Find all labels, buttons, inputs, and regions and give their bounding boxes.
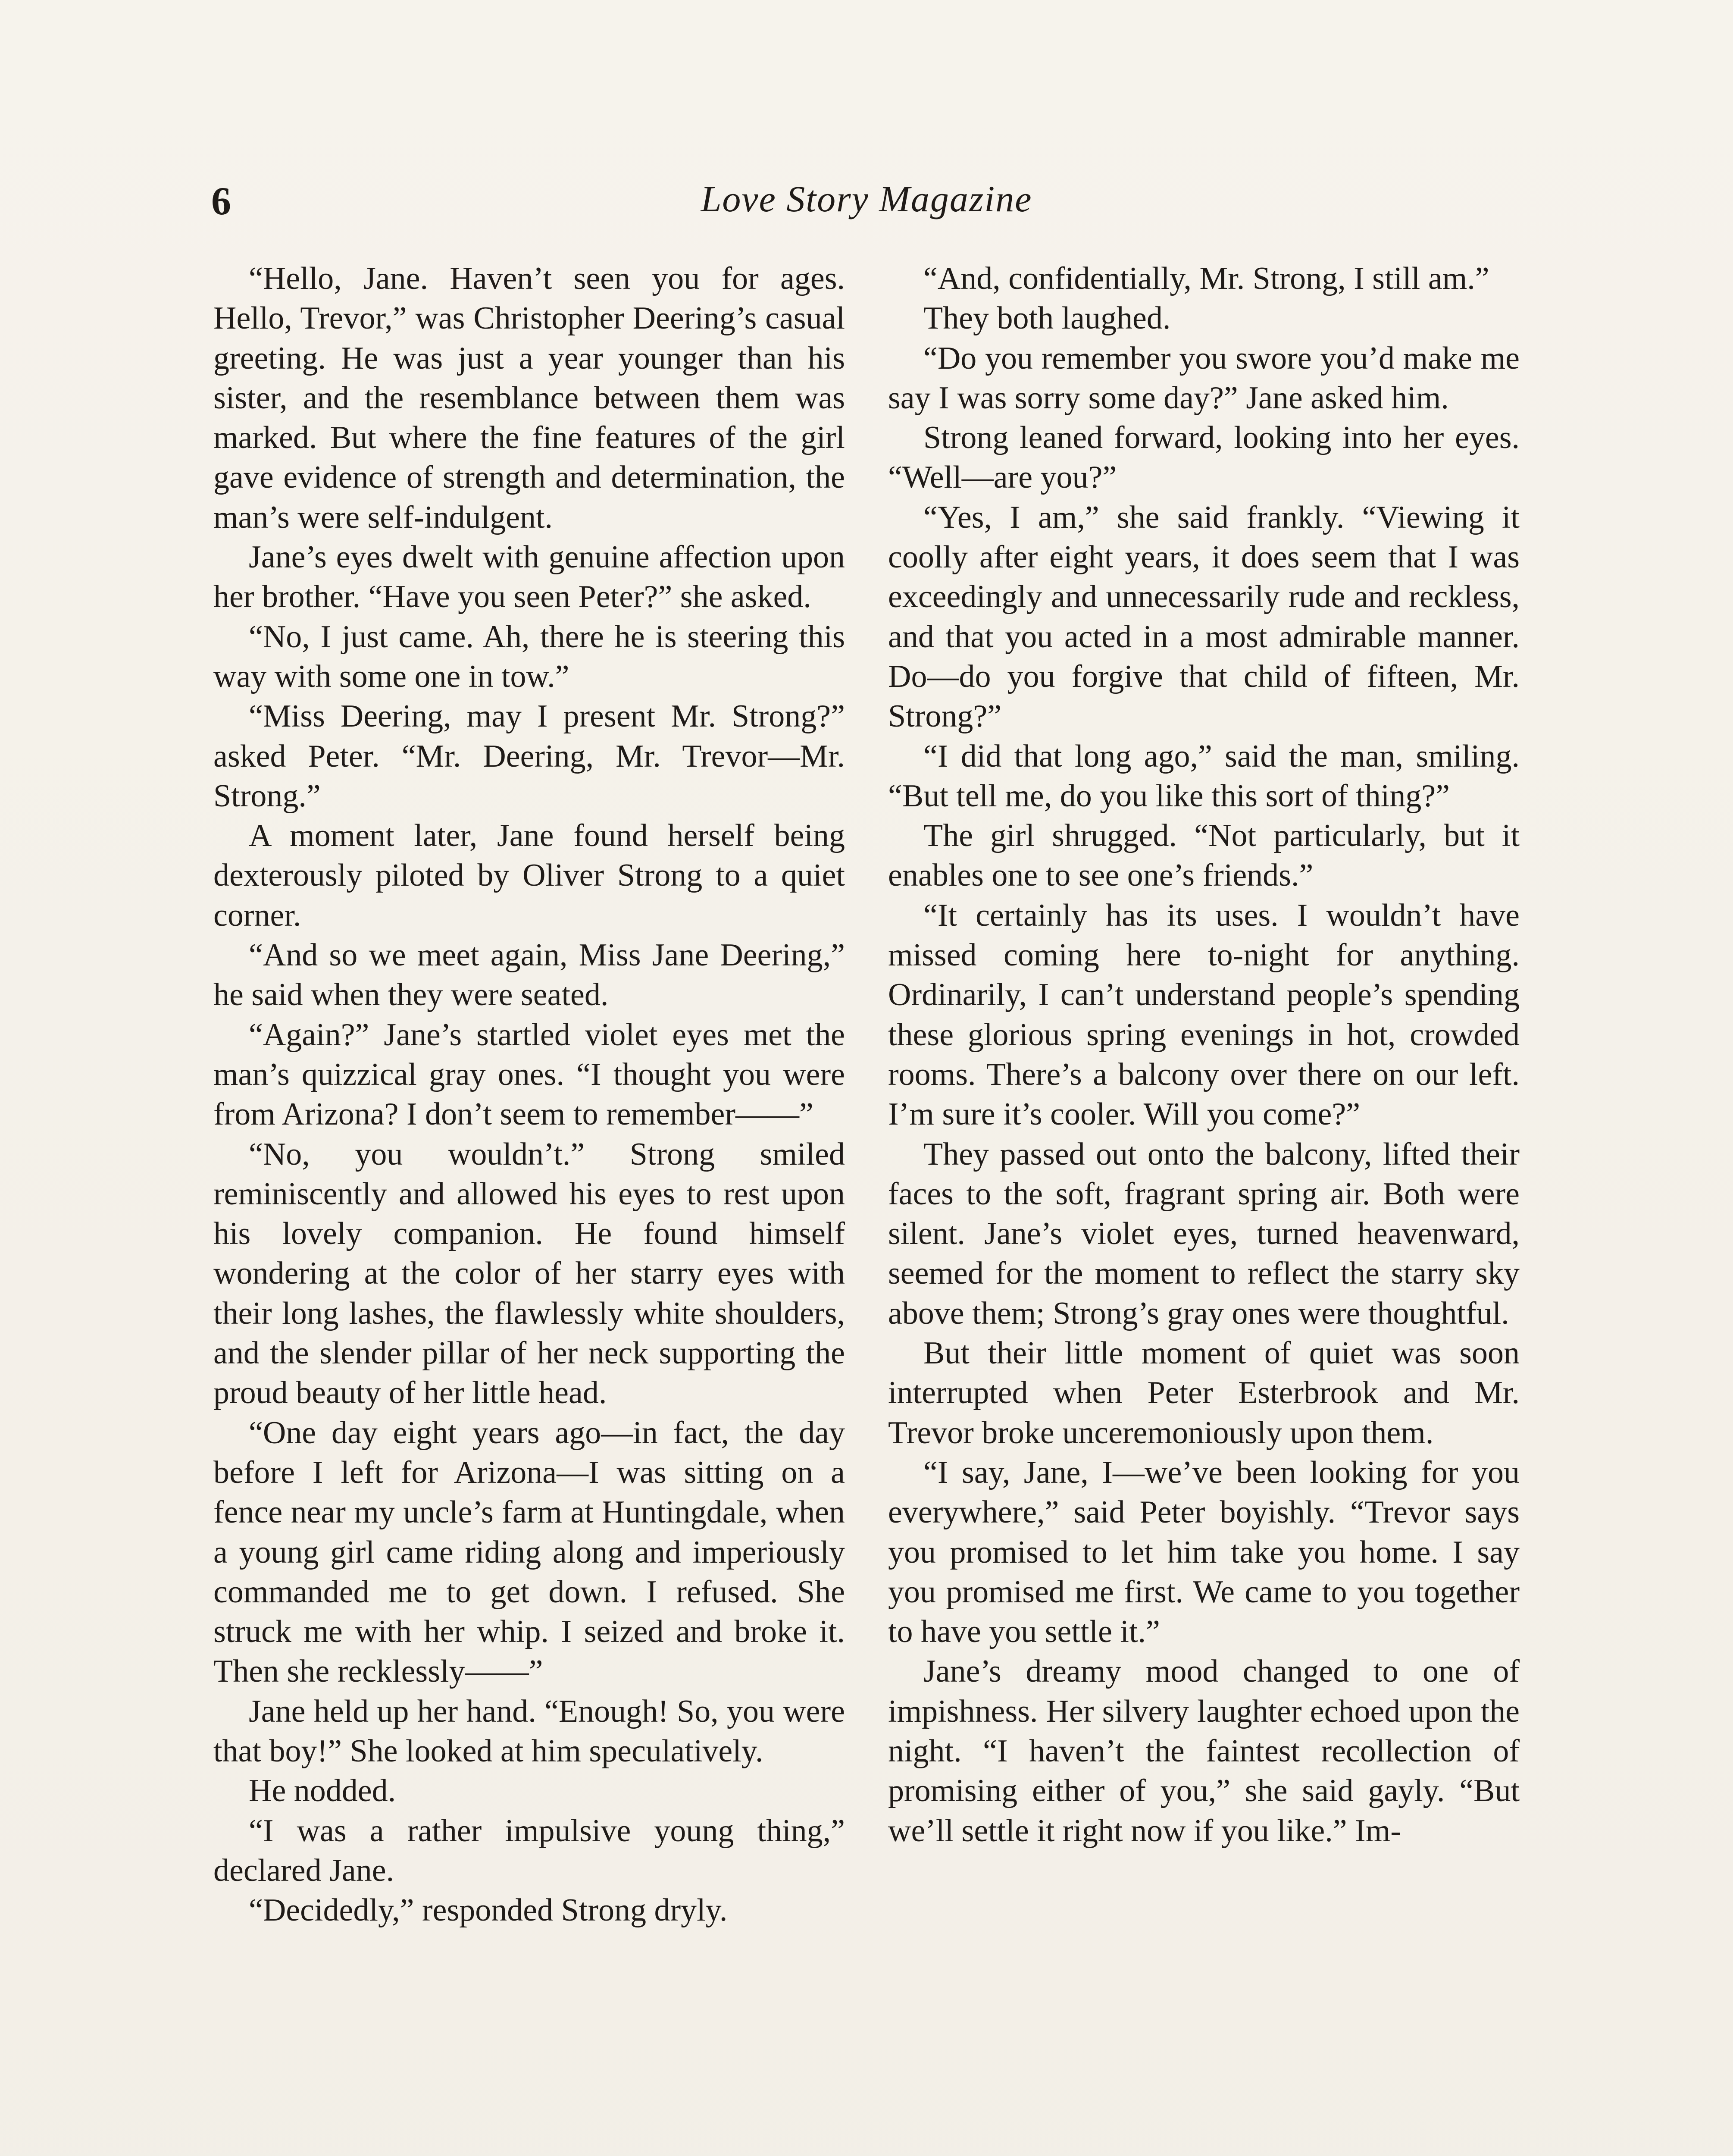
- magazine-title: Love Story Magazine: [701, 178, 1032, 219]
- left-text-column: [213, 259, 845, 1930]
- paragraph: The girl shrugged. “Not particularly, but it enables one to see one’s friends.”: [888, 818, 1520, 893]
- paragraph: “I was a rather impulsive young thing,” declared Jane.: [213, 1813, 845, 1888]
- paragraph: They both laughed.: [923, 301, 1171, 336]
- paragraph: “It certainly has its uses. I wouldn’t have missed coming here to-night for anything. Ordinarily, I can’t understand people’s spending these glorious spring evenings in hot, crowded rooms. There’s a balcony over there on our left. I’m sure it’s cooler. Will you come?”: [888, 897, 1520, 1132]
- paragraph: Strong leaned forward, looking into her eyes. “Well—are you?”: [888, 420, 1520, 495]
- paragraph: “And, confidentially, Mr. Strong, I still am.”: [923, 261, 1489, 296]
- paragraph: “And so we meet again, Miss Jane Deering,” he said when they were seated.: [213, 937, 845, 1013]
- paragraph: “I say, Jane, I—we’ve been looking for you everywhere,” said Peter boyishly. “Trevor says you promised to let him take you home. I say you promised me first. We came to you together to have you settle it.”: [888, 1454, 1520, 1650]
- paragraph: Jane held up her hand. “Enough! So, you were that boy!” She looked at him speculatively.: [213, 1693, 845, 1769]
- paragraph: “Yes, I am,” she said frankly. “Viewing it coolly after eight years, it does seem that I was exceedingly and unnecessarily rude and reckless, and that you acted in a most admirable manner. Do—do you forgive that child of fifteen, Mr. Strong?”: [888, 499, 1520, 734]
- paragraph: “Decidedly,” responded Strong dryly.: [249, 1893, 728, 1928]
- paragraph: Jane’s eyes dwelt with genuine affection upon her brother. “Have you seen Peter?” she asked.: [213, 539, 845, 615]
- paragraph: They passed out onto the balcony, lifted their faces to the soft, fragrant spring air. Both were silent. Jane’s violet eyes, turned heavenward, seemed for the moment to reflect the starry sky above them; Strong’s gray ones were thoughtful.: [888, 1136, 1520, 1331]
- paragraph: “Miss Deering, may I present Mr. Strong?” asked Peter. “Mr. Deering, Mr. Trevor—Mr. Strong.”: [213, 699, 845, 814]
- page-number: 6: [211, 179, 231, 223]
- paragraph: “Again?” Jane’s startled violet eyes met the man’s quizzical gray ones. “I thought you were from Arizona? I don’t seem to remember——”: [213, 1017, 845, 1132]
- paragraph: “No, I just came. Ah, there he is steering this way with some one in tow.”: [213, 619, 845, 694]
- paragraph: “Do you remember you swore you’d make me say I was sorry some day?” Jane asked him.: [888, 340, 1520, 416]
- paragraph: A moment later, Jane found herself being dexterously piloted by Oliver Strong to a quiet corner.: [213, 818, 845, 933]
- paragraph: “One day eight years ago—in fact, the day before I left for Arizona—I was sitting on a fence near my uncle’s farm at Huntingdale, when a young girl came riding along and imperiously commanded me to get down. I refused. She struck me with her whip. I seized and broke it. Then she recklessly——”: [213, 1415, 845, 1689]
- right-text-column: [888, 259, 1520, 1851]
- paragraph: He nodded.: [249, 1773, 396, 1809]
- paragraph: “No, you wouldn’t.” Strong smiled reminiscently and allowed his eyes to rest upon his lovely companion. He found himself wondering at the color of her starry eyes with their long lashes, the flawlessly white shoulders, and the slender pillar of her neck supporting the proud beauty of her little head.: [213, 1136, 845, 1411]
- paragraph: Jane’s dreamy mood changed to one of impishness. Her silvery laughter echoed upon the night. “I haven’t the faintest recollection of promising either of you,” she said gayly. “But we’ll settle it right now if you like.” Im-: [888, 1654, 1520, 1849]
- paragraph: “I did that long ago,” said the man, smiling. “But tell me, do you like this sort of thing?”: [888, 738, 1520, 814]
- paragraph: But their little moment of quiet was soon interrupted when Peter Esterbrook and Mr. Trevor broke unceremoniously upon them.: [888, 1335, 1520, 1451]
- page-header: [211, 172, 1522, 250]
- paragraph: “Hello, Jane. Haven’t seen you for ages. Hello, Trevor,” was Christopher Deering’s casual greeting. He was just a year younger than his sister, and the resemblance between them was marked. But where the fine features of the girl gave evidence of strength and determination, the man’s were self-indulgent.: [213, 261, 845, 535]
